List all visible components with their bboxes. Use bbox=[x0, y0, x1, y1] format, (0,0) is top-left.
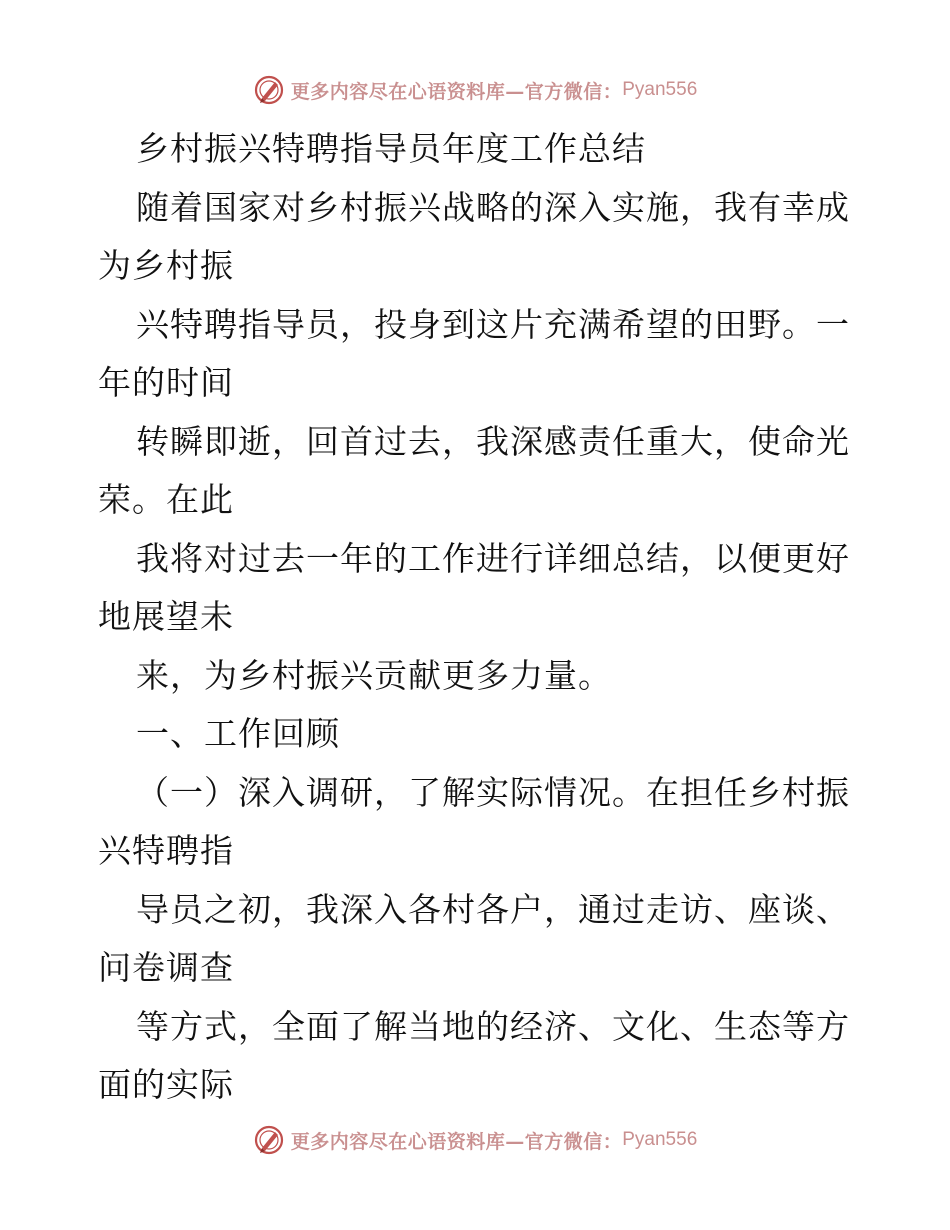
text-line: 荣。在此 bbox=[98, 480, 234, 519]
text-line: 问卷调查 bbox=[98, 948, 234, 987]
text-line: 导员之初，我深入各村各户，通过走访、座谈、 bbox=[136, 889, 850, 929]
text-line: （一）深入调研，了解实际情况。在担任乡村振 bbox=[136, 772, 850, 812]
text-line: 一、工作回顾 bbox=[136, 714, 340, 753]
text-line: 兴特聘指 bbox=[98, 831, 234, 870]
watermark-text: 更多内容尽在心语资料库—官方微信： bbox=[290, 1130, 623, 1153]
document-title: 乡村振兴特聘指导员年度工作总结 bbox=[136, 129, 646, 168]
text-line: 地展望未 bbox=[98, 597, 234, 636]
text-line: 来，为乡村振兴贡献更多力量。 bbox=[136, 655, 612, 695]
watermark-wechat-id: Pyan556 bbox=[622, 1129, 698, 1150]
pen-seal-logo-icon bbox=[253, 1124, 285, 1156]
text-line: 等方式，全面了解当地的经济、文化、生态等方 bbox=[136, 1006, 850, 1046]
text-line: 兴特聘指导员，投身到这片充满希望的田野。一 bbox=[136, 304, 850, 344]
header-watermark-banner bbox=[0, 70, 950, 110]
document-body bbox=[98, 120, 858, 1115]
text-line: 随着国家对乡村振兴战略的深入实施，我有幸成 bbox=[136, 187, 850, 227]
footer-watermark-banner bbox=[0, 1120, 950, 1160]
watermark-wechat-id: Pyan556 bbox=[622, 79, 698, 100]
text-line: 面的实际 bbox=[98, 1065, 234, 1104]
text-line: 年的时间 bbox=[98, 363, 234, 402]
watermark-text: 更多内容尽在心语资料库—官方微信： bbox=[290, 80, 623, 103]
text-line: 我将对过去一年的工作进行详细总结，以便更好 bbox=[136, 538, 850, 578]
text-line: 转瞬即逝，回首过去，我深感责任重大，使命光 bbox=[136, 421, 850, 461]
pen-seal-logo-icon bbox=[253, 74, 285, 106]
text-line: 为乡村振 bbox=[98, 246, 234, 285]
